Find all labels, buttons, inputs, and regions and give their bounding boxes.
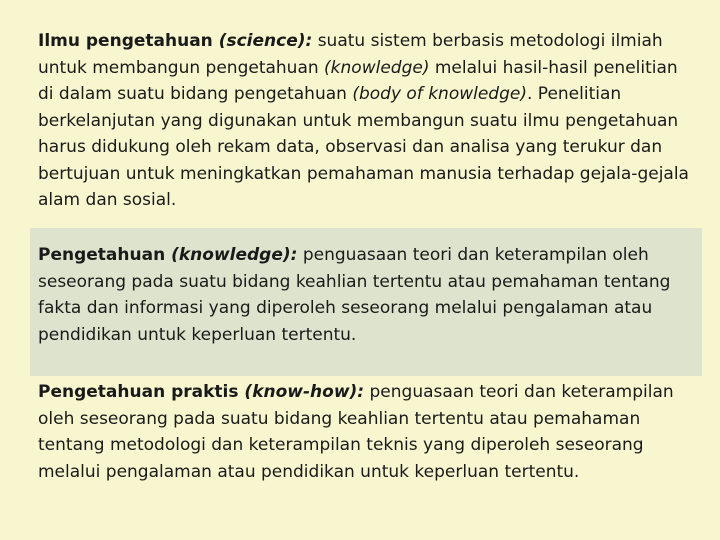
science-term-english: (science): — [218, 31, 313, 51]
science-text-2: melalui hasil-hasil penelitian di dalam suatu bidang pengetahuan — [38, 57, 678, 104]
knowledge-term-english: (knowledge): — [171, 245, 298, 265]
science-italic-body-of-knowledge: (body of knowledge) — [352, 84, 527, 104]
science-definition — [30, 28, 702, 214]
know-how-definition — [30, 376, 702, 485]
science-italic-knowledge: (knowledge) — [324, 57, 430, 78]
know-how-term: Pengetahuan praktis — [38, 382, 245, 402]
science-term: Ilmu pengetahuan — [38, 31, 219, 51]
science-text-1: suatu sistem berbasis metodologi ilmiah untuk membangun pengetahuan — [38, 31, 663, 78]
knowledge-definition — [30, 228, 702, 376]
science-text-3: . Penelitian berkelanjutan yang digunakan untuk membangun suatu ilmu pengetahuan harus didukung oleh rekam data, observasi dan analisa yang terukur dan bertujuan untuk meningkatkan pemahaman manusia terhadap gejala-gejala alam dan sosial. — [38, 84, 689, 210]
knowledge-term: Pengetahuan — [38, 245, 172, 265]
know-how-term-english: (know-how): — [244, 382, 365, 402]
know-how-text: penguasaan teori dan keterampilan oleh seseorang pada suatu bidang keahlian tertentu atau pemahaman tentang metodologi dan keterampilan teknis yang diperoleh seseorang melalui pengalaman atau pendidikan untuk keperluan tertentu. — [38, 382, 674, 482]
knowledge-text: penguasaan teori dan keterampilan oleh seseorang pada suatu bidang keahlian tertentu atau pemahaman tentang fakta dan informasi yang diperoleh seseorang melalui pengalaman atau pendidikan untuk keperluan tertentu. — [38, 245, 671, 345]
